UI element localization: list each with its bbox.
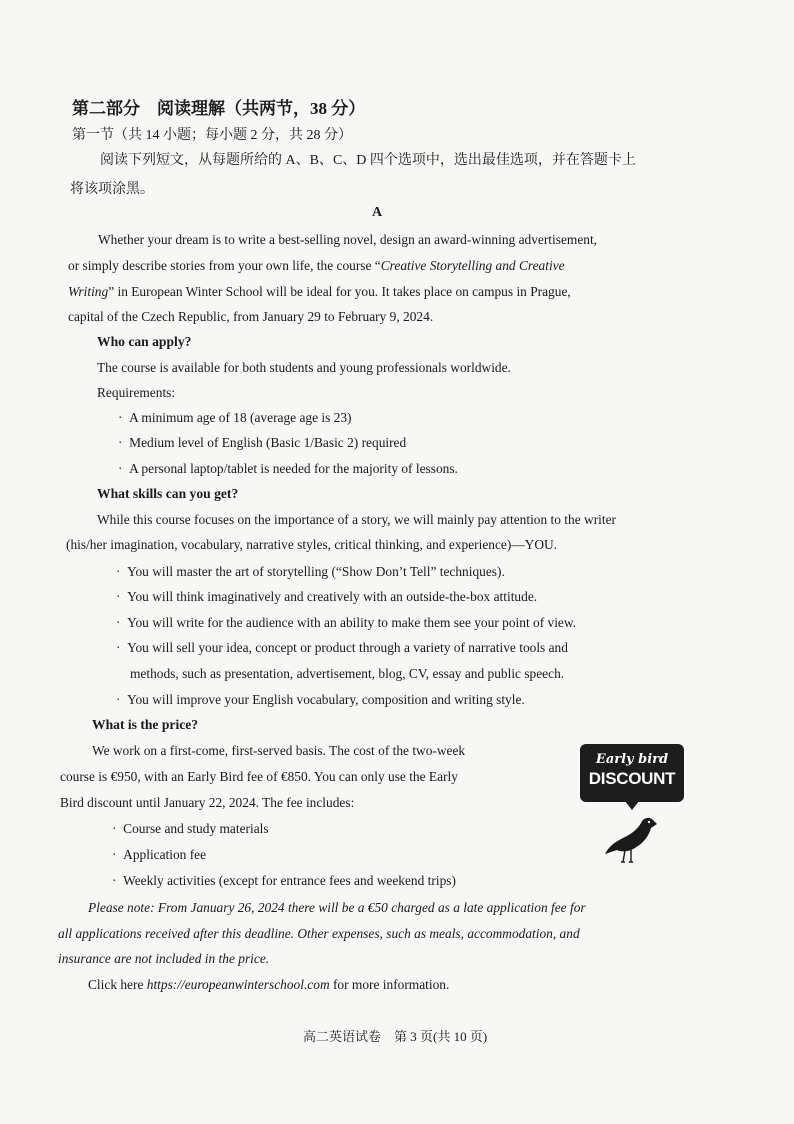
skills-heading: What skills can you get? (97, 486, 239, 501)
bullet-dot: · (116, 615, 128, 630)
skill-text: You will master the art of storytelling (“Show Don’t Tell” techniques). (127, 564, 505, 579)
course-title-part-2: Writing (68, 284, 109, 299)
passage-label: A (372, 205, 383, 220)
bullet-dot: · (116, 589, 128, 604)
price-line-1: We work on a first-come, first-served basis. The cost of the two-week (92, 743, 466, 758)
skills-line-1: While this course focuses on the importance of a story, we will mainly pay attention to the writer (97, 512, 616, 527)
fee-text: Application fee (123, 847, 207, 862)
intro-line-1: Whether your dream is to write a best-selling novel, design an award-winning advertisement, (98, 232, 598, 247)
bullet-dot: · (118, 410, 130, 425)
note-line-2: all applications received after this deadline. Other expenses, such as meals, accommodation, and (58, 926, 580, 941)
intro-line-2 (68, 258, 565, 274)
intro-line-3b: ” in European Winter School will be ideal for you. It takes place on campus in Prague, (108, 284, 571, 299)
apply-text: The course is available for both students and young professionals worldwide. (97, 360, 511, 375)
skill-item (116, 640, 568, 656)
skill-item-continuation: methods, such as presentation, advertisement, blog, CV, essay and public speech. (130, 666, 565, 681)
note-line-3: insurance are not included in the price. (58, 951, 270, 966)
requirement-text: Medium level of English (Basic 1/Basic 2) required (129, 435, 407, 450)
skills-line-2: (his/her imagination, vocabulary, narrative styles, critical thinking, and experience)—YOU. (66, 537, 558, 552)
more-info-suffix: for more information. (329, 977, 450, 992)
bird-icon (603, 812, 663, 864)
bullet-dot: · (116, 692, 128, 707)
bullet-dot: · (116, 640, 128, 655)
price-line-2: course is €950, with an Early Bird fee of €850. You can only use the Early (60, 769, 458, 784)
fee-text: Weekly activities (except for entrance fees and weekend trips) (123, 873, 456, 888)
intro-line-3 (68, 284, 571, 300)
skill-text: You will think imaginatively and creatively with an outside-the-box attitude. (127, 589, 538, 604)
fee-text: Course and study materials (123, 821, 269, 836)
early-bird-badge (580, 744, 684, 802)
skill-text: You will improve your English vocabulary, composition and writing style. (127, 692, 525, 707)
instruction-line-2: 将该项涂黑。 (70, 182, 154, 197)
intro-line-2a: or simply describe stories from your own life, the course “ (68, 258, 381, 273)
bullet-dot: · (116, 564, 128, 579)
badge-line-2: DISCOUNT (588, 769, 676, 788)
skill-item (116, 564, 505, 580)
bullet-dot: · (118, 461, 130, 476)
skill-text: You will write for the audience with an ability to make them see your point of view. (127, 615, 577, 630)
apply-heading: Who can apply? (97, 334, 192, 349)
requirement-text: A personal laptop/tablet is needed for the majority of lessons. (129, 461, 458, 476)
fee-item (112, 873, 456, 889)
requirement-text: A minimum age of 18 (average age is 23) (129, 410, 352, 425)
requirements-label: Requirements: (97, 385, 176, 400)
intro-line-4: capital of the Czech Republic, from January 29 to February 9, 2024. (68, 309, 434, 324)
bullet-dot: · (112, 821, 124, 836)
bullet-dot: · (118, 435, 130, 450)
requirement-item (118, 461, 458, 477)
fee-item (112, 847, 206, 863)
price-line-3: Bird discount until January 22, 2024. The fee includes: (60, 795, 355, 810)
requirement-item (118, 410, 352, 426)
skill-item (116, 692, 525, 708)
bullet-dot: · (112, 847, 124, 862)
instruction-line-1: 阅读下列短文，从每题所给的 A、B、C、D 四个选项中，选出最佳选项，并在答题卡上 (100, 153, 636, 168)
website-link[interactable]: https://europeanwinterschool.com (146, 977, 330, 992)
requirement-item (118, 435, 406, 451)
price-heading: What is the price? (92, 717, 199, 732)
badge-line-1: Early bird (595, 752, 669, 767)
bullet-dot: · (112, 873, 124, 888)
skill-text: You will sell your idea, concept or product through a variety of narrative tools and (127, 640, 568, 655)
fee-item (112, 821, 269, 837)
section-heading: 第一节（共 14 小题；每小题 2 分，共 28 分） (72, 128, 352, 143)
skill-item (116, 615, 576, 631)
badge-tail (624, 800, 640, 810)
course-title-part-1: Creative Storytelling and Creative (380, 258, 565, 273)
part-heading: 第二部分 阅读理解（共两节，38 分） (72, 99, 366, 118)
more-info-prefix: Click here (88, 977, 147, 992)
skill-item (116, 589, 537, 605)
note-line-1: Please note: From January 26, 2024 there will be a €50 charged as a late application fee for (88, 900, 586, 915)
page-footer: 高二英语试卷 第 3 页(共 10 页) (303, 1029, 488, 1044)
more-info-line (88, 977, 449, 993)
